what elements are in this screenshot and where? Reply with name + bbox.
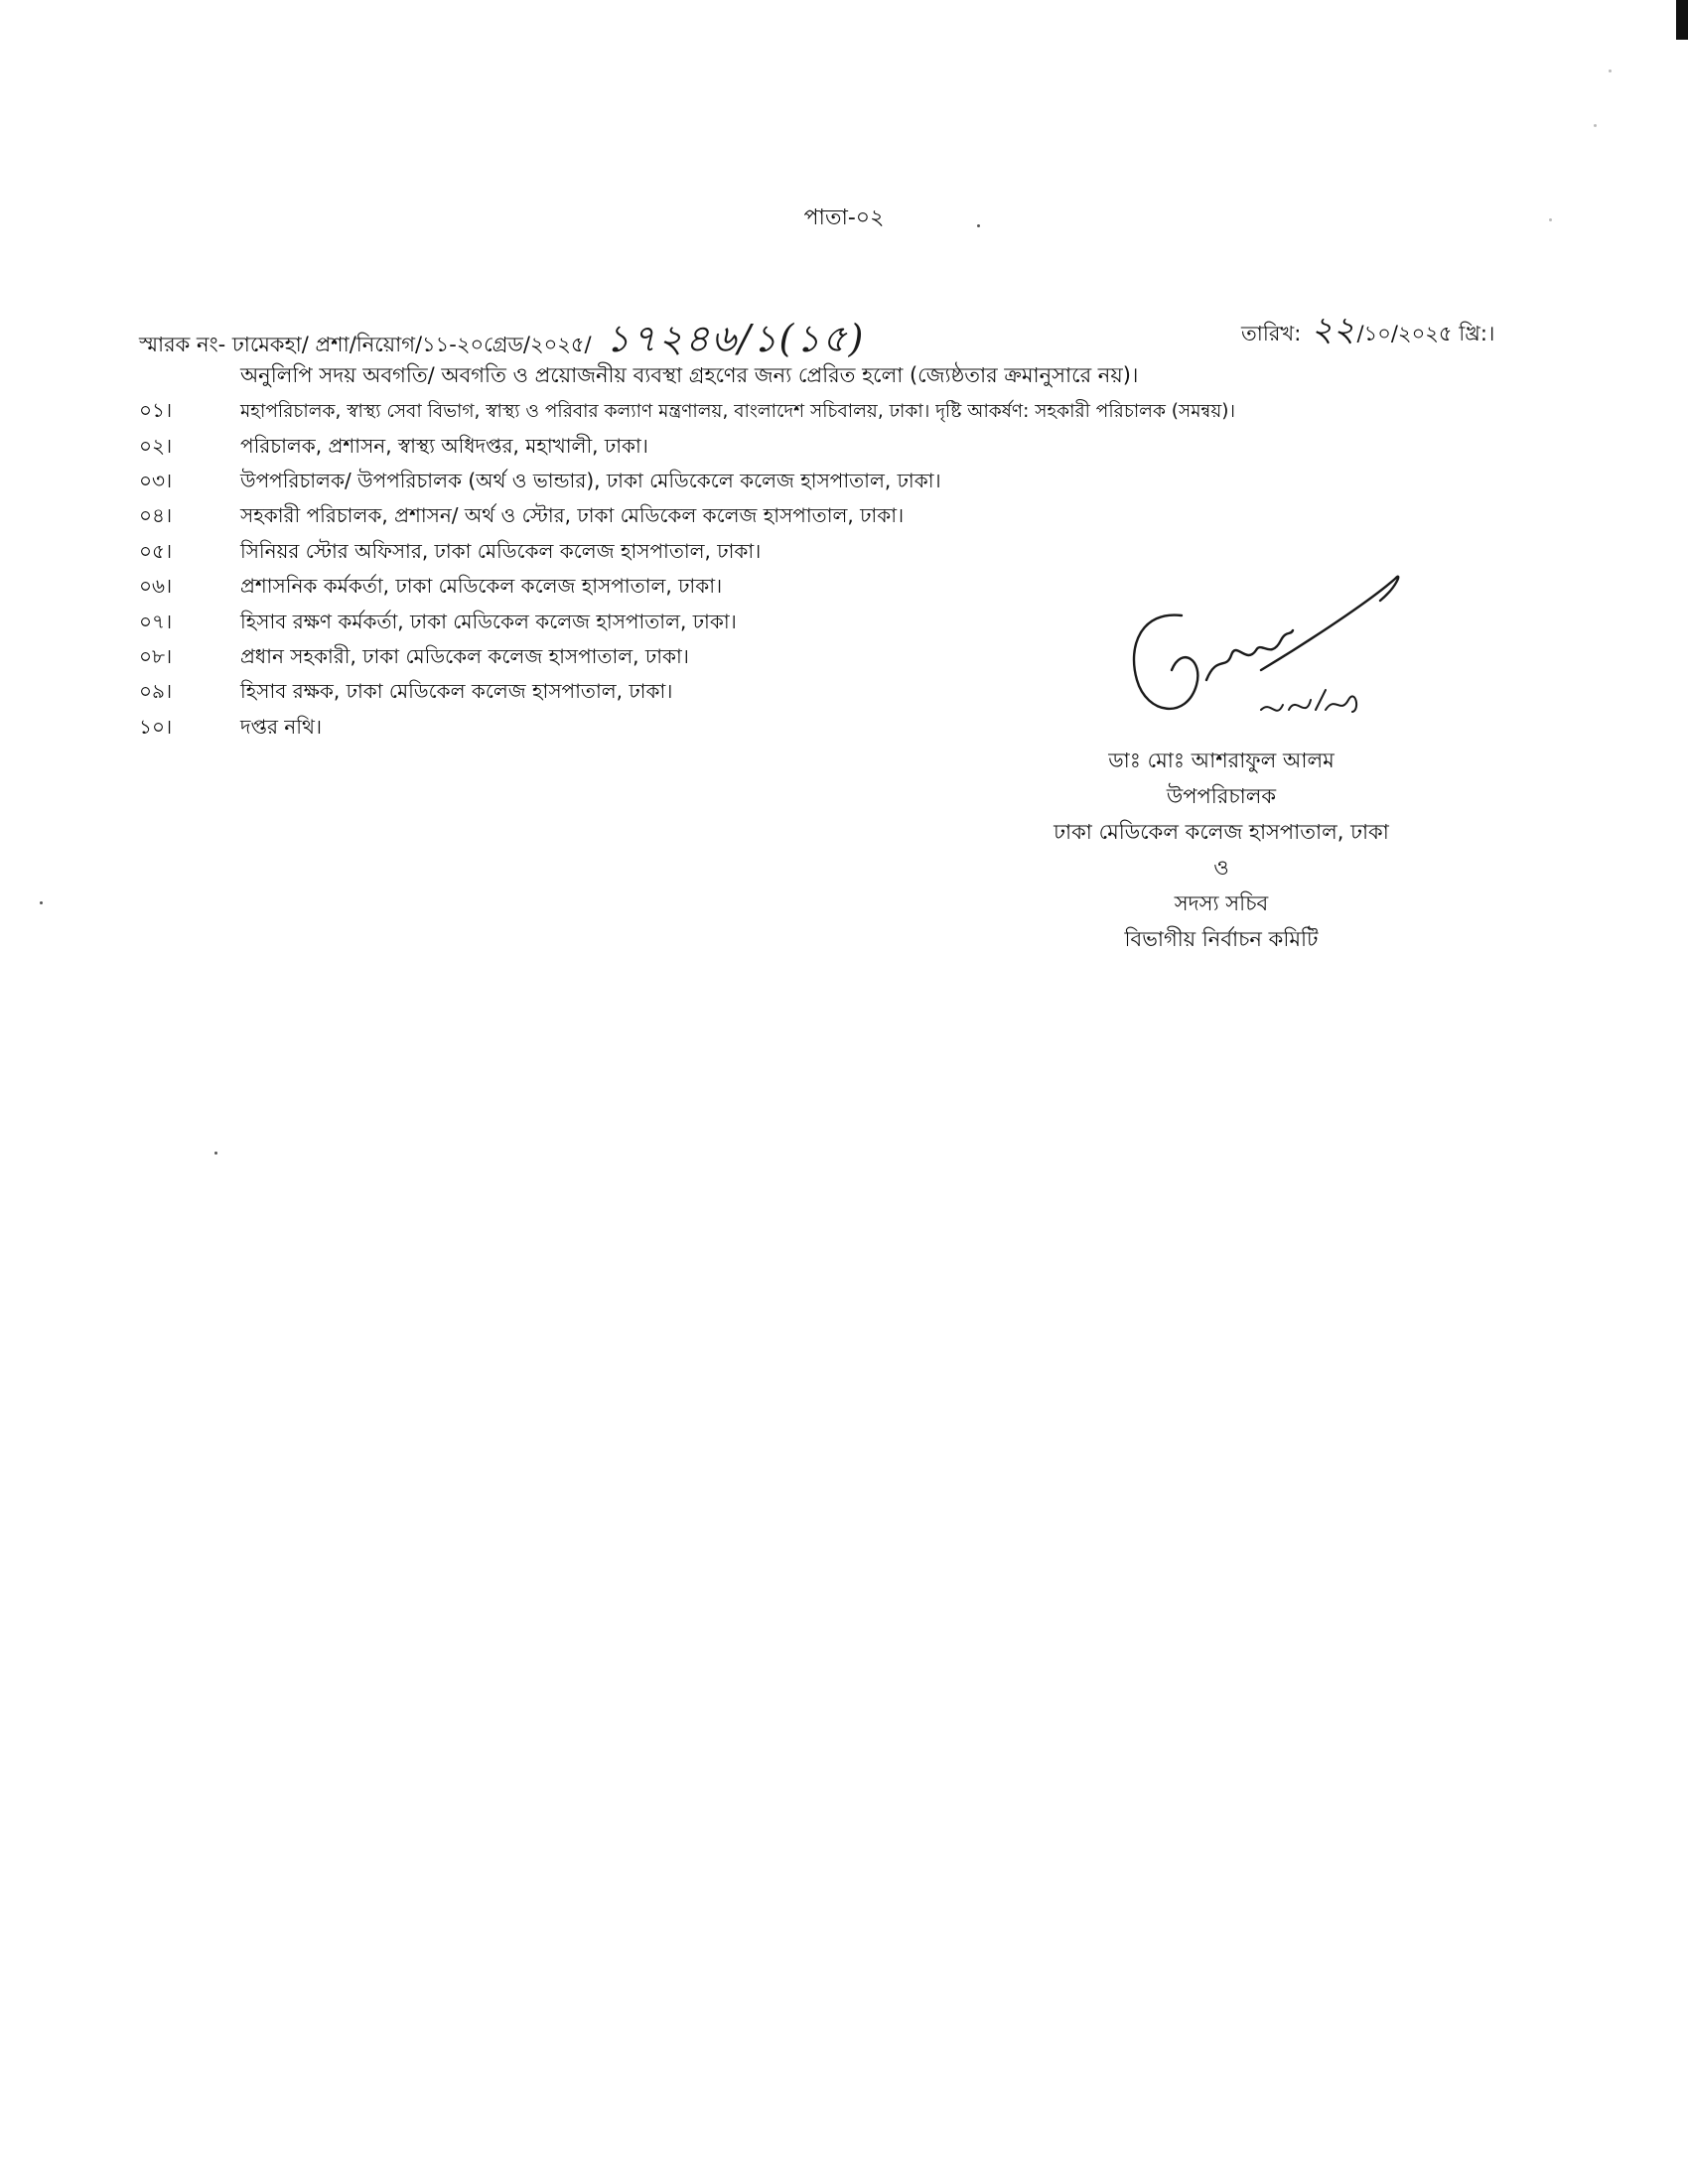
recipient-row [139, 466, 1450, 500]
signatory-name: ডাঃ মোঃ আশরাফুল আলম [1108, 749, 1335, 772]
recipient-text: সিনিয়র স্টোর অফিসার, ঢাকা মেডিকেল কলেজ হাসপাতাল, ঢাকা। [240, 538, 762, 563]
recipient-text: হিসাব রক্ষণ কর্মকর্তা, ঢাকা মেডিকেল কলেজ হাসপাতাল, ঢাকা। [240, 609, 737, 633]
recipient-number: ০৪। [139, 503, 173, 528]
scan-speck [214, 1152, 217, 1155]
handwritten-signature [1112, 561, 1430, 759]
signatory-designation: উপপরিচালক [1166, 784, 1277, 808]
distribution-intro: অনুলিপি সদয় অবগতি/ অবগতি ও প্রয়োজনীয় ব্যবস্থা গ্রহণের জন্য প্রেরিত হলো (জ্যেষ্ঠতার ক্রমানুসারে নয়)। [240, 363, 1139, 387]
recipient-text: মহাপরিচালক, স্বাস্থ্য সেবা বিভাগ, স্বাস্থ্য ও পরিবার কল্যাণ মন্ত্রণালয়, বাংলাদেশ সচিবালয়, ঢাকা। দৃষ্টি আকর্ষণ: সহকারী পরিচালক (সমন্বয়)। [240, 401, 1236, 423]
recipient-text: হিসাব রক্ষক, ঢাকা মেডিকেল কলেজ হাসপাতাল, ঢাকা। [240, 679, 673, 704]
date-handwritten-day: ২২ [1311, 310, 1355, 349]
recipient-row [139, 430, 1450, 465]
scan-speck [1609, 69, 1612, 72]
memo-handwritten-number: ১৭২৪৬/১(১৫) [605, 317, 866, 360]
scan-speck [40, 901, 43, 904]
scan-page-edge [1676, 0, 1688, 40]
memo-label: স্মারক নং- ঢামেকহা/ প্রশা/নিয়োগ/১১-২০গ্রেড/২০২৫/ [139, 333, 592, 356]
document-date [1241, 304, 1494, 360]
date-label: তারিখ: [1241, 322, 1302, 345]
recipient-text: পরিচালক, প্রশাসন, স্বাস্থ্য অধিদপ্তর, মহাখালী, ঢাকা। [240, 433, 648, 458]
signatory-conjunction: ও [1213, 856, 1229, 880]
recipient-number: ০৯। [139, 679, 173, 704]
date-suffix: /১০/২০২৫ খ্রি:। [1356, 322, 1495, 345]
recipient-number: ০৭। [139, 609, 173, 633]
recipient-number: ০৮। [139, 643, 173, 668]
scan-speck [1594, 124, 1597, 127]
recipient-text: উপপরিচালক/ উপপরিচালক (অর্থ ও ভান্ডার), ঢাকা মেডিকেলে কলেজ হাসপাতাল, ঢাকা। [240, 468, 941, 492]
signatory-committee: বিভাগীয় নির্বাচন কমিটি [1124, 927, 1319, 951]
signatory-role: সদস্য সচিব [1174, 891, 1269, 915]
recipient-row [139, 500, 1450, 535]
signatory-office: ঢাকা মেডিকেল কলেজ হাসপাতাল, ঢাকা [1054, 820, 1389, 844]
recipient-number: ০৩। [139, 468, 173, 492]
recipient-row [139, 395, 1450, 430]
recipient-number: ১০। [139, 714, 173, 739]
recipient-text: প্রশাসনিক কর্মকর্তা, ঢাকা মেডিকেল কলেজ হাসপাতাল, ঢাকা। [240, 574, 723, 599]
recipient-number: ০৫। [139, 538, 173, 563]
recipient-number: ০২। [139, 433, 173, 458]
page-number: পাতা-০২ [803, 205, 885, 230]
scan-speck [1549, 218, 1552, 221]
signature-block [1003, 743, 1440, 957]
recipient-text: সহকারী পরিচালক, প্রশাসন/ অর্থ ও স্টোর, ঢাকা মেডিকেল কলেজ হাসপাতাল, ঢাকা। [240, 503, 905, 528]
recipient-text: প্রধান সহকারী, ঢাকা মেডিকেল কলেজ হাসপাতাল, ঢাকা। [240, 643, 689, 668]
recipient-number: ০১। [139, 398, 173, 423]
recipient-text: দপ্তর নথি। [240, 714, 323, 739]
recipient-number: ০৬। [139, 574, 173, 599]
scan-speck [977, 224, 980, 227]
